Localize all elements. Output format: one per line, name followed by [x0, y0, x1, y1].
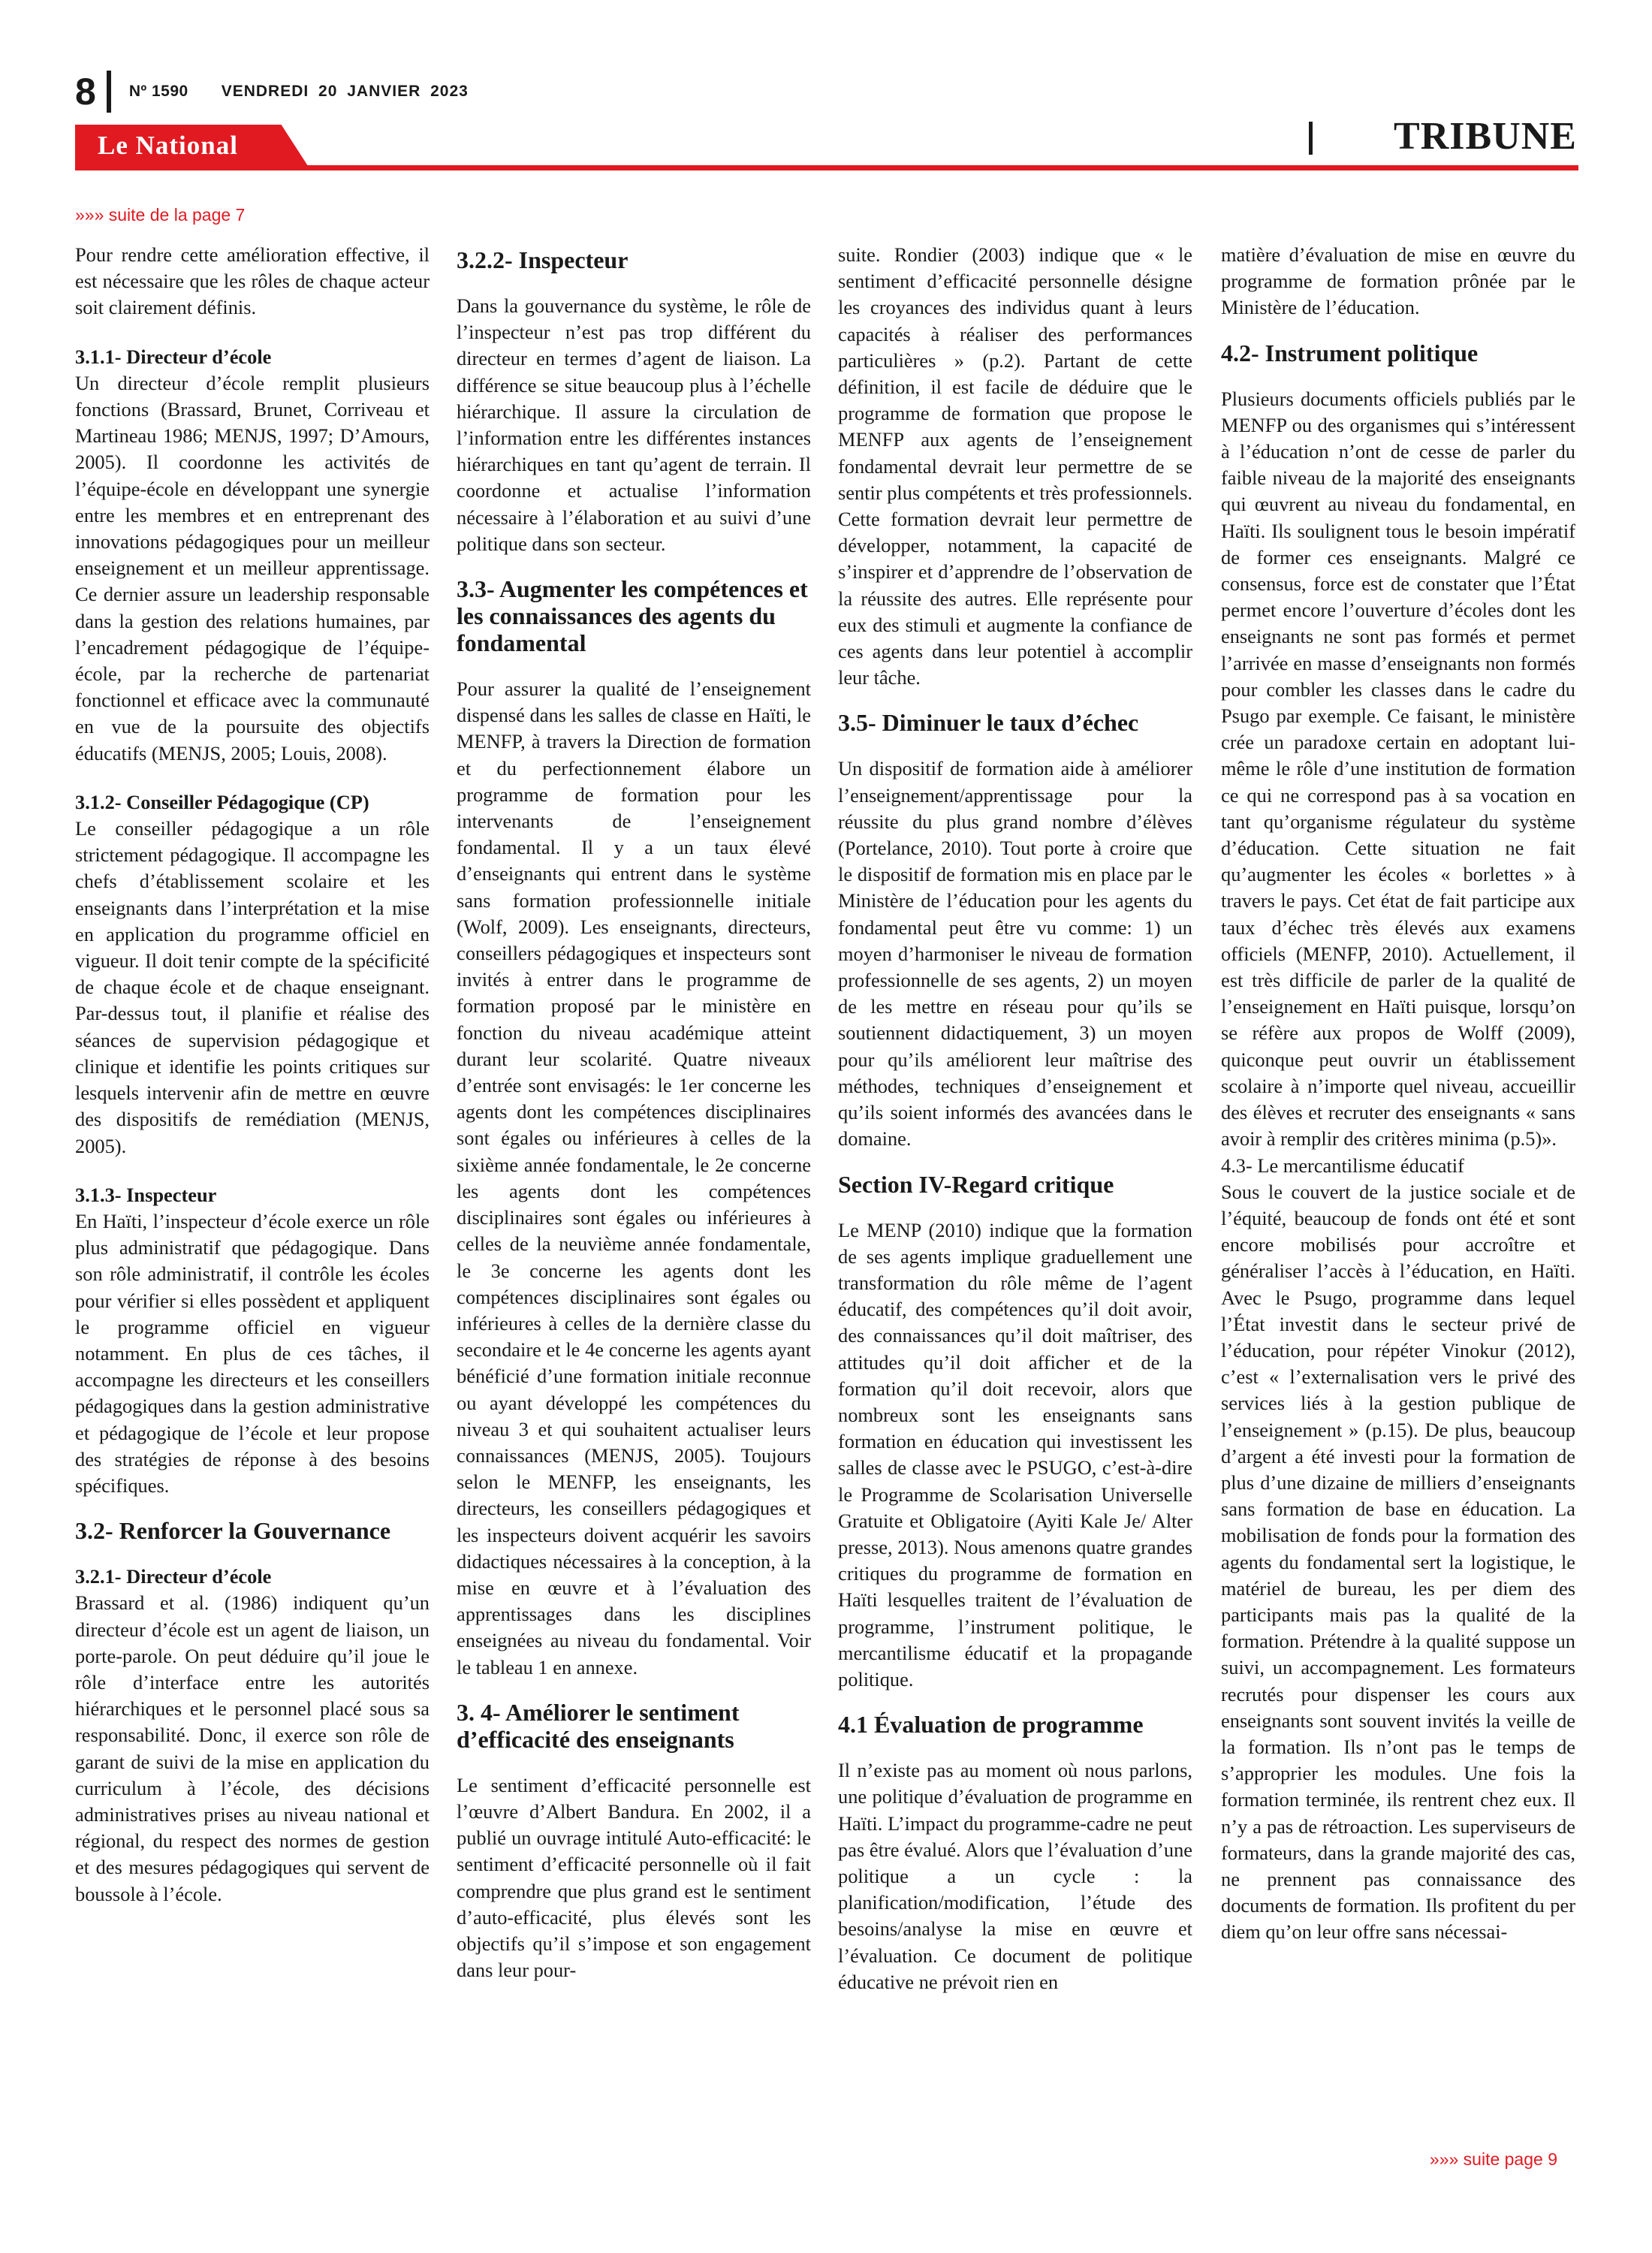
- paragraph-4-1: Il n’existe pas au moment où nous parlons, une politique d’évaluation de programme en Haïti. L’impact du programme-cadre ne peut pas être évalué. Alors que l’évaluation d’une politique a un cycle : la planification/modification, l’étude des besoins/analyse la mise en œuvre et l’évaluation. Ce document de politique éducative ne prévoit rien en: [838, 1759, 1192, 1993]
- continued-from-link[interactable]: »»» suite de la page 7: [75, 205, 246, 225]
- subheading-3-1-1: 3.1.1- Directeur d’école: [75, 345, 272, 368]
- article-column-2: [457, 242, 811, 2149]
- heading-3-5: 3.5- Diminuer le taux d’échec: [838, 709, 1139, 737]
- paragraph-3-3: Pour assurer la qualité de l’enseignement dispensé dans les salles de classe en Haïti, le MENFP, à travers la Direction de formation et du perfectionnement élabore un programme de formation pour les intervenants de l’enseignement fondamental. Il y a un taux élevé d’enseignants qui entrent dans le système sans formation professionnelle initiale (Wolf, 2009). Les enseignants, directeurs, conseillers pédagogiques et inspecteurs sont invités à entrer dans le programme de formation proposé par le ministère en fonction du niveau académique atteint durant leur scolarité. Quatre niveaux d’entrée sont envisagés: le 1er concerne les agents dont les compétences disciplinaires sont égales ou inférieures à celles de la sixième année fondamentale, le 2e concerne les agents dont les compétences disciplinaires sont égales ou inférieures à celles de la neuvième année fondamentale, le 3e concerne les agents dont les compétences disciplinaires sont égales ou inférieures à celles de la dernière classe du secondaire et le 4e concerne les agents ayant bénéficié d’une formation initiale reconnue ou ayant développé les compétences du niveau 3 et qui souhaitent actualiser leurs connaissances (MENJS, 2005). Toujours selon le MENFP, les enseignants, les directeurs, les conseillers pédagogiques et les inspecteurs doivent acquérir les savoirs didactiques nécessaires à la conception, à la mise en œuvre et à l’évaluation des apprentissages dans les disciplines enseignées au niveau du fondamental. Voir le tableau 1 en annexe.: [457, 677, 811, 1678]
- publication-date: VENDREDI 20 JANVIER 2023: [221, 83, 469, 100]
- heading-3-2: 3.2- Renforcer la Gouvernance: [75, 1517, 391, 1545]
- heading-3-4: 3. 4- Améliorer le sentiment d’efficacité des enseignants: [457, 1698, 740, 1753]
- heading-section-4: Section IV-Regard critique: [838, 1170, 1114, 1198]
- paragraph-3-2-1: Brassard et al. (1986) indiquent qu’un directeur d’école est un agent de liaison, un porte-parole. On peut déduire qu’il joue le rôle d’interface entre les autorités hiérarchiques et le personnel placé sous sa responsabilité. Donc, il exerce son rôle de garant de suivi de la mise en application du curriculum à l’école, des décisions administratives prises au niveau national et régional, du respect des normes de gestion et des mesures pédagogiques qui servent de boussole à l’école.: [75, 1591, 430, 1905]
- paragraph-3-4-continued: suite. Rondier (2003) indique que « le sentiment d’efficacité personnelle désigne les croyances des individus quant à leurs capacités à réaliser des performances particulières » (p.2). Partant de cette définition, il est facile de déduire que le programme de formation que propose le MENFP aux agents de l’enseignement fondamental devrait leur permettre de se sentir plus compétents et très professionnels. Cette formation devrait leur permettre de développer, notamment, la capacité de s’inspirer et d’apprendre de l’observation de la réussite des autres. Elle représente pour eux des stimuli et augmente la confiance de ces agents dans leur potentiel à accomplir leur tâche.: [838, 243, 1192, 689]
- issue-number: Nº 1590: [128, 83, 188, 100]
- brand-name: Le National: [98, 131, 238, 160]
- subheading-3-2-1: 3.2.1- Directeur d’école: [75, 1565, 272, 1588]
- paragraph-section-4: Le MENP (2010) indique que la formation de ses agents implique graduellement une transformation du rôle même de l’agent éducatif, des compétences qu’il doit avoir, des connaissances qu’il doit maîtriser, des attitudes qu’il doit afficher et de la formation qu’il doit recevoir, alors que nombreux sont les enseignants sans formation en éducation qui investissent les salles de classe avec le PSUGO, c’est-à-dire le Programme de Scolarisation Universelle Gratuite et Obligatoire (Ayiti Kale Je/ Alter presse, 2013). Nous amenons quatre grandes critiques du programme de formation en Haïti lesquelles traitent de l’évaluation de programme, l’instrument politique, le mercantilisme éducatif et la propagande politique.: [838, 1218, 1192, 1691]
- subheading-4-3: 4.3- Le mercantilisme éducatif: [1221, 1154, 1464, 1177]
- section-divider: [1309, 122, 1313, 155]
- paragraph-3-2-2: Dans la gouvernance du système, le rôle de l’inspecteur n’est pas trop différent du directeur en termes d’agent de liaison. La différence se situe beaucoup plus à l’échelle hiérarchique. Il assure la circulation de l’information entre les différentes instances hiérarchiques en tant qu’agent de terrain. Il coordonne et actualise l’information nécessaire à l’élaboration et au suivi d’une politique dans son secteur.: [457, 294, 811, 555]
- page-header: [75, 69, 469, 114]
- paragraph-4-3: Sous le couvert de la justice sociale et de l’équité, beaucoup de fonds ont été et sont encore mobilisés pour accroître et généraliser l’accès à l’éducation, en Haïti. Avec le Psugo, programme dans lequel l’État investit dans le secteur privé de l’éducation, pour répéter Vinokur (2012), c’est « l’externalisation vers le privé des services liés à la gestion publique de l’enseignement » (p.15). De plus, beaucoup d’argent a été investi pour la formation de plus d’une dizaine de milliers d’enseignants sans formation de base en éducation. La mobilisation de fonds pour la formation des agents du fondamental sert la logistique, le matériel de bureau, les per diem des participants mais pas la qualité de la formation. Prétendre à la qualité suppose un suivi, un accompagnement. Les formateurs recrutés pour dispenser les cours aux enseignants sont souvent invités la veille de la formation. Ils n’ont pas le temps de s’approprier les modules. Une fois la formation terminée, ils rentrent chez eux. Il n’y a pas de rétroaction. Les superviseurs de formateurs, dans la grande majorité des cas, ne prennent pas connaissance des documents de formation. Ils profitent du per diem qu’on leur offre sans nécessai-: [1221, 1180, 1575, 1944]
- page-number-divider: [107, 71, 111, 113]
- article-column-3: [838, 242, 1192, 2149]
- subheading-3-1-2: 3.1.2- Conseiller Pédagogique (CP): [75, 790, 369, 813]
- paragraph-3-5: Un dispositif de formation aide à améliorer l’enseignement/apprentissage pour la réussite du plus grand nombre d’élèves (Portelance, 2010). Tout porte à croire que le dispositif de formation mis en place par le Ministère de l’éducation pour les agents du fondamental peut être vu comme: 1) un moyen d’harmoniser le niveau de formation professionnelle de ses agents, 2) un moyen de les mettre en réseau pour qu’ils se soutiennent didactiquement, 3) un moyen pour qu’ils améliorent leur maîtrise des méthodes, techniques d’enseignement et qu’ils soient informés des avancées dans le domaine.: [838, 757, 1192, 1151]
- header-rule: [75, 165, 1578, 170]
- paragraph-3-1-2: Le conseiller pédagogique a un rôle strictement pédagogique. Il accompagne les chefs d’établissement scolaire et les enseignants dans l’interprétation et la mise en application du programme officiel en vigueur. Il doit tenir compte de la spécificité de chaque école et de chaque enseignant. Par-dessus tout, il planifie et réalise des séances de supervision pédagogique et clinique et identifie les points critiques sur lesquels intervenir afin de mettre en œuvre des dispositifs de remédiation (MENJS, 2005).: [75, 817, 430, 1157]
- paragraph-3-1-1: Un directeur d’école remplit plusieurs fonctions (Brassard, Brunet, Corriveau et Martineau 1986; MENJS, 1997; D’Amours, 2005). Il coordonne les activités de l’équipe-école en développant une synergie entre les membres et en entreprenant des innovations pédagogiques pour un meilleur enseignement et un meilleur apprentissage. Ce dernier assure un leadership responsable dans la gestion des relations humaines, par l’encadrement pédagogique de l’équipe-école, par la recherche de partenariat fonctionnel et efficace avec la communauté en vue de la poursuite des objectifs éducatifs (MENJS, 2005; Louis, 2008).: [75, 371, 430, 765]
- heading-4-1: 4.1 Évaluation de programme: [838, 1711, 1144, 1739]
- article-column-4: [1221, 242, 1575, 2149]
- heading-3-3: 3.3- Augmenter les compétences et les connaissances des agents du fondamental: [457, 575, 808, 657]
- paragraph-3-4: Le sentiment d’efficacité personnelle est l’œuvre d’Albert Bandura. En 2002, il a publié un ouvrage intitulé Auto-efficacité: le sentiment d’efficacité personnelle où il fait comprendre que plus grand est le sentiment d’auto-efficacité, plus élevés sont les objectifs qu’il s’impose et son engagement dans leur pour-: [457, 1773, 811, 1982]
- article-column-1: [75, 242, 430, 2149]
- subheading-3-1-3: 3.1.3- Inspecteur: [75, 1183, 217, 1206]
- heading-3-2-2: 3.2.2- Inspecteur: [457, 246, 629, 273]
- intro-paragraph: Pour rendre cette amélioration effective, il est nécessaire que les rôles de chaque acteur soit clairement définis.: [75, 243, 430, 319]
- section-title: TRIBUNE: [1394, 115, 1577, 158]
- heading-4-2: 4.2- Instrument politique: [1221, 339, 1479, 366]
- paragraph-4-1-continued: matière d’évaluation de mise en œuvre du programme de formation prônée par le Ministère de l’éducation.: [1221, 243, 1575, 319]
- page-number: 8: [75, 71, 96, 113]
- continued-to-link[interactable]: »»» suite page 9: [1429, 2149, 1557, 2169]
- paragraph-3-1-3: En Haïti, l’inspecteur d’école exerce un rôle plus administratif que pédagogique. Dans son rôle administratif, il contrôle les écoles pour vérifier si elles possèdent et appliquent le programme officiel en vigueur notamment. En plus de ces tâches, il accompagne les directeurs et les conseillers pédagogiques dans la gestion administrative et pédagogique de l’école et leur propose des stratégies de réponse à des besoins spécifiques.: [75, 1209, 430, 1497]
- paragraph-4-2: Plusieurs documents officiels publiés par le MENFP ou des organismes qui s’intéressent à l’éducation n’ont de cesse de parler du faible niveau de la majorité des enseignants qui œuvrent au niveau du fondamental, en Haïti. Ils soulignent tous le besoin impératif de former ces enseignants. Malgré ce consensus, force est de constater que l’État permet encore l’ouverture d’écoles dont les enseignants ne sont pas formés et permet l’arrivée en masse d’enseignants non formés pour combler les classes dans le cadre du Psugo par exemple. Ce faisant, le ministère crée un paradoxe certain en adoptant lui-même le rôle d’une institution de formation ce qui ne correspond pas à sa vocation en tant qu’organisme régulateur du système d’éducation. Cette situation ne fait qu’augmenter les écoles « borlettes » à travers le pays. Cet état de fait participe aux taux d’échec très élevés aux examens officiels (MENFP, 2010). Actuellement, il est très difficile de parler de la qualité de l’enseignement en Haïti puisque, lorsqu’on se réfère aux propos de Wolff (2009), quiconque peut ouvrir un établissement scolaire à n’importe quel niveau, accueillir des élèves et recruter des enseignants « sans avoir à remplir des critères minima (p.5)».: [1221, 387, 1575, 1151]
